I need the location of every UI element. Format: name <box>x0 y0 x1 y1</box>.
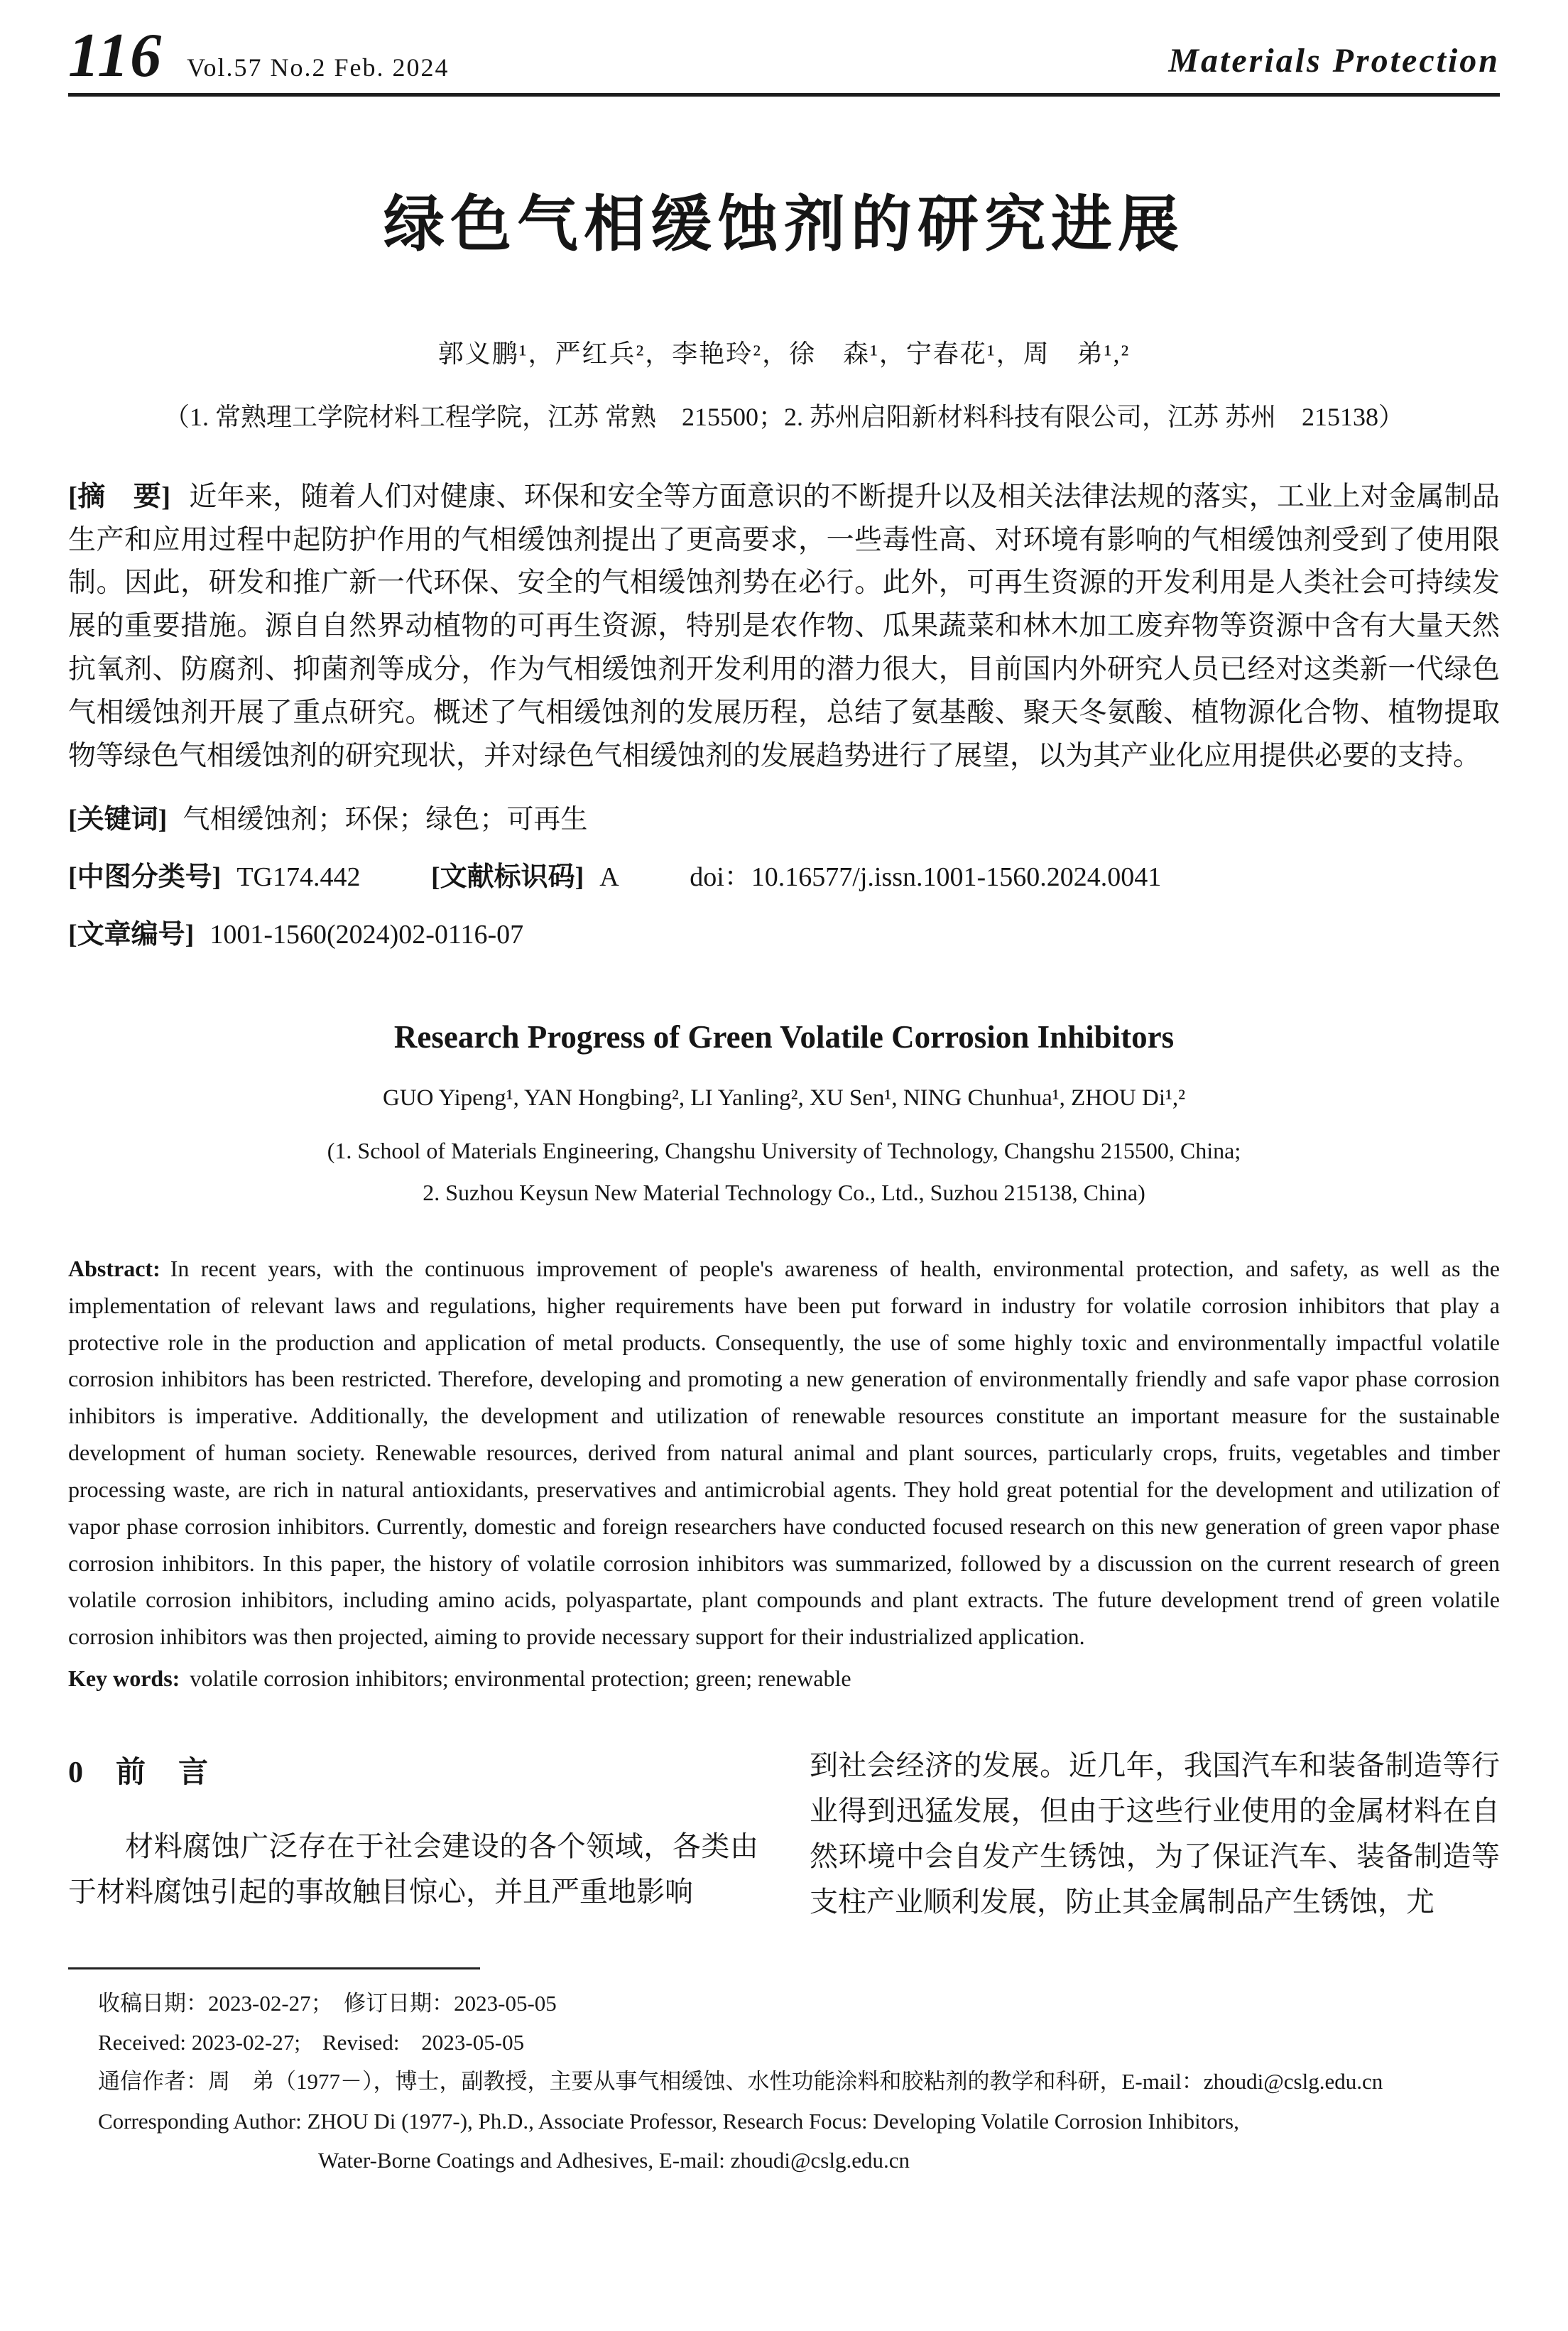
article-title-cn: 绿色气相缓蚀剂的研究进展 <box>383 190 1185 259</box>
body-paragraph-right: 到社会经济的发展。近几年，我国汽车和装备制造等行业得到迅猛发展，但由于这些行业使用的金属材料在自然环境中会自发产生锈蚀，为了保证汽车、装备制造等支柱产业顺利发展，防止其金属制品产生锈蚀，尤 <box>810 1749 1500 1918</box>
doc-code-group <box>431 862 619 892</box>
abstract-en-text: In recent years, with the continuous improvement of people's awareness of health, environmental protection, and safety, as well as the implementation of relevant laws and regulations, higher requirements have been put forward in industry for volatile corrosion inhibitors that play a protective role in the production and application of metal products. Consequently, the use of some highly toxic and environmentally impactful volatile corrosion inhibitors has been restricted. Therefore, developing and promoting a new generation of environmentally friendly and safe vapor phase corrosion inhibitors is imperative. Additionally, the development and utilization of renewable resources constitute an important measure for the sustainable development of human society. Renewable resources, derived from natural animal and plant sources, particularly crops, fruits, vegetables and timber processing waste, are rich in natural antioxidants, preservatives and antimicrobial agents. They hold great potential for the development and utilization of vapor phase corrosion inhibitors. Currently, domestic and foreign researchers have conducted focused research on this new generation of green vapor phase corrosion inhibitors. In this paper, the history of volatile corrosion inhibitors was summarized, followed by a discussion on the current research of green volatile corrosion inhibitors, including amino acids, polyaspartate, plant compounds and plant extracts. The future development trend of green volatile corrosion inhibitors was then projected, aiming to provide necessary support for their industrialized application. <box>68 1255 1500 1650</box>
issue-info: Vol.57 No.2 Feb. 2024 <box>187 53 450 82</box>
keywords-cn-text: 气相缓蚀剂；环保；绿色；可再生 <box>183 804 588 835</box>
footnote-received-cn: 收稿日期：2023-02-27； 修订日期：2023-05-05 <box>98 1991 557 2016</box>
body-columns <box>68 1743 1500 1925</box>
clc-label: [中图分类号] <box>68 862 222 892</box>
footnote-received-en: Received: 2023-02-27; Revised: 2023-05-05 <box>98 2030 525 2055</box>
doi-value: 10.16577/j.issn.1001-1560.2024.0041 <box>751 862 1162 892</box>
footnote-divider <box>68 1967 480 1969</box>
footnote-block <box>68 1967 1500 2180</box>
abstract-cn <box>68 476 1500 778</box>
classification-line <box>68 854 1500 893</box>
body-column-left <box>68 1743 758 1925</box>
keywords-en <box>68 1666 1500 1692</box>
keywords-cn-label: [关键词] <box>68 804 168 835</box>
clc-value: TG174.442 <box>236 862 361 892</box>
article-title-en: Research Progress of Green Volatile Corrosion Inhibitors <box>393 1018 1175 1055</box>
clc-group <box>68 862 360 892</box>
affiliation-en-line1: (1. School of Materials Engineering, Changshu University of Technology, Changshu 215500, China; <box>327 1137 1241 1163</box>
header-left <box>68 21 450 90</box>
authors-en: GUO Yipeng¹, YAN Hongbing², LI Yanling², XU Sen¹, NING Chunhua¹, ZHOU Di¹,² <box>382 1085 1186 1111</box>
affiliation-en-line2: 2. Suzhou Keysun New Material Technology Co., Ltd., Suzhou 215138, China) <box>423 1179 1145 1205</box>
page-number: 116 <box>68 21 163 90</box>
section-0-heading: 0 前 言 <box>68 1756 210 1790</box>
authors-cn: 郭义鹏¹，严红兵²，李艳玲²，徐 森¹，宁春花¹，周 弟¹,² <box>437 339 1131 368</box>
body-column-right <box>810 1743 1500 1925</box>
footnote-corresponding-author-cn: 通信作者：周 弟（1977－），博士，副教授，主要从事气相缓蚀、水性功能涂料和胶粘剂的教学和科研，E-mail：zhoudi@cslg.edu.cn <box>98 2069 1383 2094</box>
abstract-en <box>68 1251 1500 1656</box>
footnote-corresponding-author-en-cont: Water-Borne Coatings and Adhesives, E-mail: zhoudi@cslg.edu.cn <box>318 2147 910 2173</box>
keywords-en-label: Key words: <box>68 1666 180 1692</box>
doi-group <box>690 862 1161 892</box>
doc-code-label: [文献标识码] <box>430 862 584 892</box>
abstract-cn-text: 近年来，随着人们对健康、环保和安全等方面意识的不断提升以及相关法律法规的落实，工业上对金属制品生产和应用过程中起防护作用的气相缓蚀剂提出了更高要求，一些毒性高、对环境有影响的气相缓蚀剂受到了使用限制。因此，研发和推广新一代环保、安全的气相缓蚀剂势在必行。此外，可再生资源的开发利用是人类社会可持续发展的重要措施。源自自然界动植物的可再生资源，特别是农作物、瓜果蔬菜和林木加工废弃物等资源中含有大量天然抗氧剂、防腐剂、抑菌剂等成分，作为气相缓蚀剂开发利用的潜力很大，目前国内外研究人员已经对这类新一代绿色气相缓蚀剂开展了重点研究。概述了气相缓蚀剂的发展历程，总结了氨基酸、聚天冬氨酸、植物源化合物、植物提取物等绿色气相缓蚀剂的研究现状，并对绿色气相缓蚀剂的发展趋势进行了展望，以为其产业化应用提供必要的支持。 <box>68 481 1500 771</box>
affiliation-en <box>68 1130 1500 1214</box>
footnote-corresponding-author-en: Corresponding Author: ZHOU Di (1977-), Ph.D., Associate Professor, Research Focus: Developing Volatile Corrosion Inhibitors, <box>98 2108 1239 2134</box>
article-number-value: 1001-1560(2024)02-0116-07 <box>209 919 524 950</box>
body-paragraph-left: 材料腐蚀广泛存在于社会建设的各个领域，各类由于材料腐蚀引起的事故触目惊心，并且严重地影响 <box>68 1830 758 1908</box>
keywords-cn <box>68 797 1500 836</box>
article-number-label: [文章编号] <box>68 919 195 950</box>
journal-name: Materials Protection <box>1168 41 1500 80</box>
abstract-cn-label: [摘 要] <box>68 481 171 512</box>
doc-code-value: A <box>599 862 619 892</box>
abstract-en-label: Abstract: <box>68 1255 160 1281</box>
article-number-line <box>68 912 1500 951</box>
keywords-en-text: volatile corrosion inhibitors; environmental protection; green; renewable <box>190 1666 851 1692</box>
doi-label: doi： <box>690 862 751 892</box>
journal-header <box>68 21 1500 97</box>
affiliation-cn: （1. 常熟理工学院材料工程学院，江苏 常熟 215500；2. 苏州启阳新材料科技有限公司，江苏 苏州 215138） <box>163 402 1404 431</box>
